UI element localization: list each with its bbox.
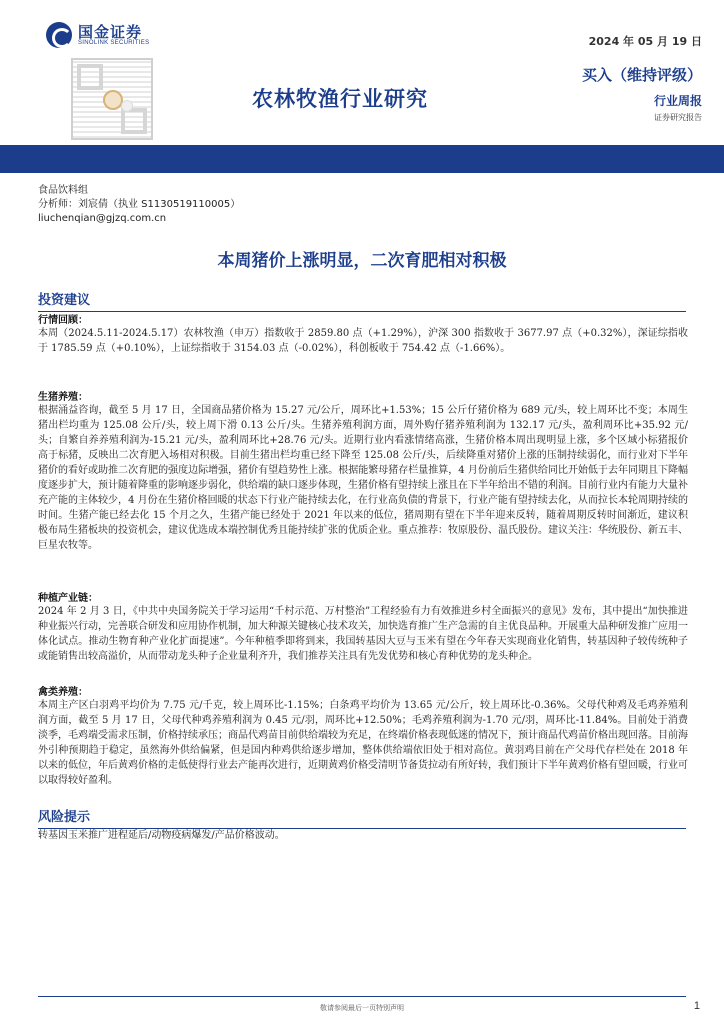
wechat-icon xyxy=(121,100,133,112)
seed-chain-text: 2024 年 2 月 3 日，《中共中央国务院关于学习运用“千村示范、万村整治”工程经验有力有效推进乡村全面振兴的意见》发布，其中提出“加快推进种业振兴行动，完善联合研发和应用协作机制，加大种源关键核心技术攻关，加快选育推广生产急需的自主优良品种。开展重大品种研发推广应用一体化试点。推动生物育种产业化扩面提速”。今年种植季即将到来，我国转基因大豆与玉米有望在今年春天实现商业化销售，转基因种子较传统种子或能销售出较高溢价，从而带动龙头种子企业量利齐升，我们推荐关注具有先发优势和核心育种优势的龙头种企。 xyxy=(38,606,688,662)
brand-name: 国金证券 xyxy=(78,23,143,41)
report-headline: 本周猪价上涨明显，二次育肥相对积极 xyxy=(217,251,507,271)
analyst-name: 分析师：刘宸倩（执业 S1130519110005） xyxy=(38,199,241,210)
brand-name-en: SINOLINK SECURITIES xyxy=(78,40,150,46)
footer-divider xyxy=(38,996,686,997)
industry-title: 农林牧渔行业研究 xyxy=(252,87,428,111)
section-risk-title: 风险提示 xyxy=(38,806,686,829)
rating-label: 买入（维持评级） xyxy=(581,66,702,84)
seed-chain-title: 种植产业链： xyxy=(38,593,98,604)
qr-code-icon xyxy=(71,58,153,140)
poultry-text: 本周主产区白羽鸡平均价为 7.75 元/千克，较上周环比-1.15%；白条鸡平均价为 13.65 元/公斤，较上周环比-0.36%。父母代种鸡及毛鸡养殖利润方面，截至 5 月 17 日，父母代种鸡养殖利润为 0.45 元/羽，周环比+12.50%；毛鸡养殖利润为-1.70 元/羽，周环比-11.84%。目前处于消费淡季，毛鸡端受需求压制，价格持续承压；商品代鸡苗目前供给端较为充足，在终端价格表现低迷的情况下，预计商品代鸡苗价格出现回落。目前海外引种预期趋于稳定，虽然海外供给偏紧，但是国内种鸡供给逐步增加，整体供给端依旧处于相对高位。黄羽鸡目前在产父母代存栏处在 2018 年以来的低位，年后黄鸡价格的走低使得行业去产能再次进行，近期黄鸡价格受清明节备货拉动有所好转，我们预计下半年黄鸡价格有望回暖，行业可以取得较好盈利。 xyxy=(38,700,688,786)
qr-center-badge-icon xyxy=(103,90,123,110)
report-date: 2024 年 05 月 19 日 xyxy=(588,35,702,48)
market-review-text: 本周（2024.5.11-2024.5.17）农林牧渔（申万）指数收于 2859.80 点（+1.29%），沪深 300 指数收于 3677.97 点（+0.32%），深证综指收于 1785.59 点（+0.10%），上证综指收于 3154.03 点（-0.02%），科创板收于 754.42 点（-1.66%）。 xyxy=(38,328,688,354)
footer-disclaimer[interactable]: 敬请参阅最后一页特别声明 xyxy=(320,1004,404,1012)
brand-emblem-icon xyxy=(46,22,72,48)
report-header xyxy=(0,0,724,178)
author-block xyxy=(38,184,240,226)
report-type: 行业周报 xyxy=(653,94,702,108)
poultry-title: 禽类养殖： xyxy=(38,687,88,698)
analyst-email[interactable]: liuchenqian@gjzq.com.cn xyxy=(38,213,167,224)
risk-text: 转基因玉米推广进程延后/动物疫病爆发/产品价格波动。 xyxy=(38,830,285,841)
research-group: 食品饮料组 xyxy=(38,185,88,196)
section-invest-title: 投资建议 xyxy=(38,289,686,312)
page-number: 1 xyxy=(693,1000,700,1012)
header-bar xyxy=(0,145,724,173)
brand-logo xyxy=(46,22,149,48)
pig-farming-title: 生猪养殖： xyxy=(38,392,88,403)
report-kind: 证券研究报告 xyxy=(654,113,702,122)
pig-farming-text: 根据涌益咨询，截至 5 月 17 日，全国商品猪价格为 15.27 元/公斤，周环比+1.53%；15 公斤仔猪价格为 689 元/头，较上周环比不变；本周生猪出栏均重为 125.08 公斤/头，较上周下滑 0.13 公斤/头。生猪养殖利润方面，周外购仔猪养殖利润为 132.17 元/头，盈利周环比+35.92 元/头；自繁自养养殖利润为-15.21 元/头，盈利周环比+28.76 元/头。近期行业内看涨情绪高涨，生猪价格本周出现明显上涨，多个区域小标猪报价高于标猪，反映出二次育肥入场相对积极。目前生猪出栏均重已经下降至 125.08 公斤/头，后续降重对猪价上涨的压制持续弱化，而行业对下半年猪价的看好或助推二次育肥的强度边际增强，猪价有望趋势性上涨。根据能繁母猪存栏量推算，4 月份前后生猪供给同比开始低于去年同期且下降幅度逐步扩大，预计随着降重的影响逐步弱化，供给端的缺口逐步体现，生猪价格有望持续上涨且在下半年给出不错的利润。目前行业内有能力大量补充产能的主体较少，4 月份在生猪价格回暖的状态下行业产能持续去化，在行业高负债的背景下，行业产能有望持续去化，从而拉长本轮周期持续的时间。生猪产能已经去化 15 个月之久，生猪产能已经处于 2021 年以来的低位，猪周期有望在下半年迎来反转，随着周期反转时间渐近，建议积极布局生猪板块的投资机会，建议优选成本端控制优秀且能持续扩张的优质企业。重点推荐：牧原股份、温氏股份。建议关注：华统股份、新五丰、巨星农牧等。 xyxy=(38,405,688,551)
market-review-title: 行情回顾： xyxy=(38,315,88,326)
